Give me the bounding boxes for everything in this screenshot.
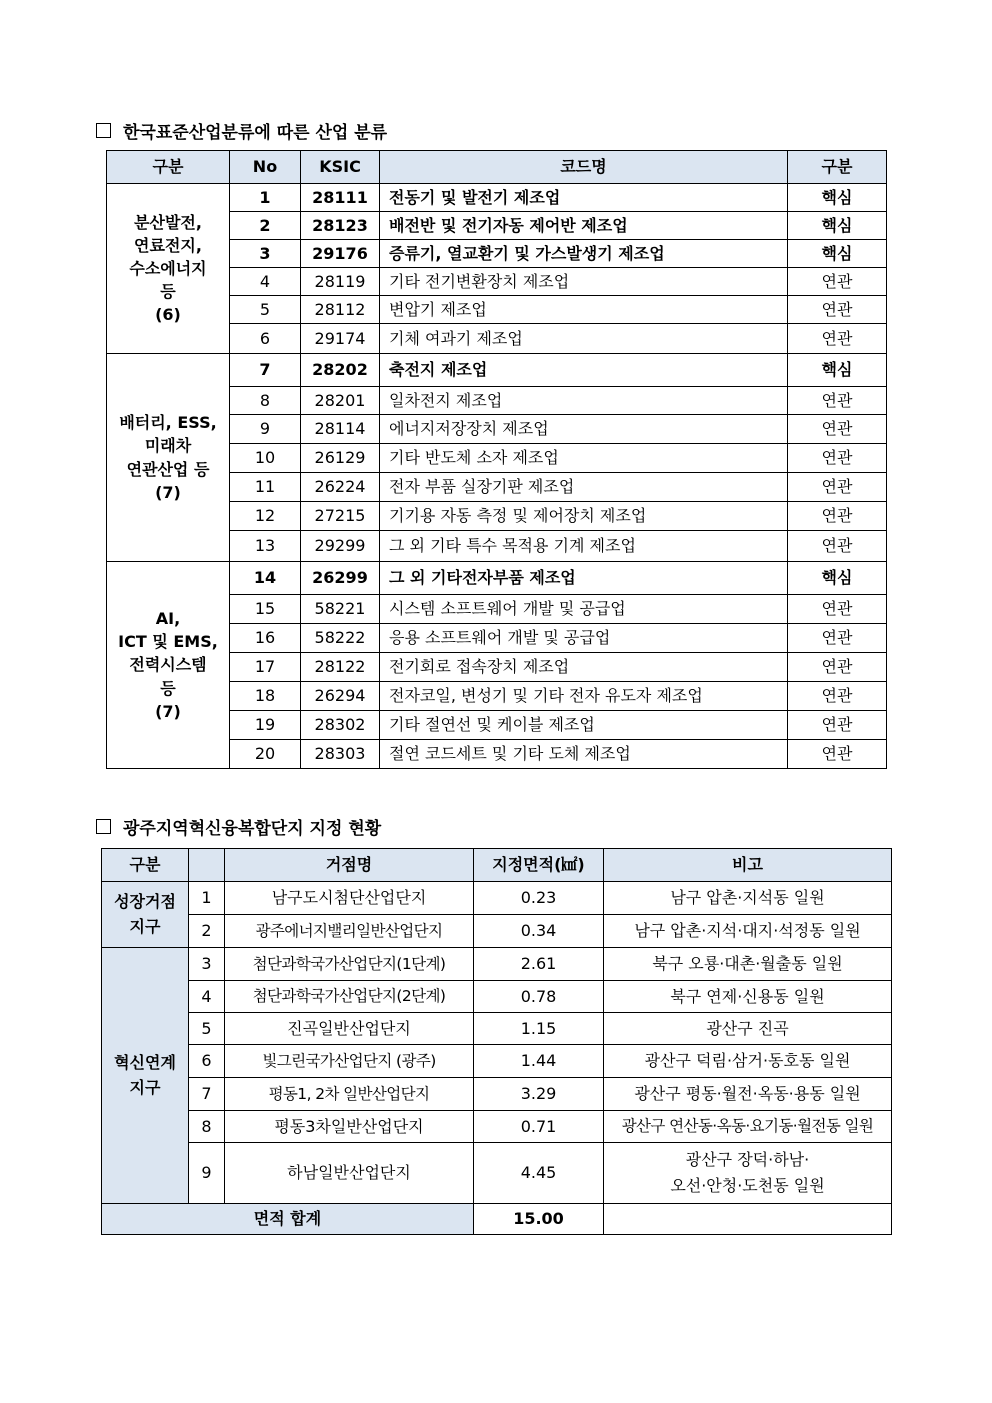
category-group-cell: AI, ICT 및 EMS, 전력시스템 등 (7) bbox=[107, 562, 230, 769]
header-note: 비고 bbox=[604, 849, 892, 882]
code-name-cell: 기타 반도체 소자 제조업 bbox=[380, 444, 788, 473]
type-cell: 연관 bbox=[788, 473, 887, 502]
ksic-cell: 26299 bbox=[301, 562, 380, 595]
no-cell: 8 bbox=[189, 1111, 225, 1143]
no-cell: 4 bbox=[189, 981, 225, 1013]
area-cell: 0.78 bbox=[474, 981, 604, 1013]
note-cell: 광산구 장덕·하남· 오선·안청·도천동 일원 bbox=[604, 1143, 892, 1204]
header-ksic: KSIC bbox=[301, 151, 380, 184]
header-category: 구분 bbox=[102, 849, 189, 882]
code-name-cell: 배전반 및 전기자동 제어반 제조업 bbox=[380, 212, 788, 240]
code-name-cell: 그 외 기타전자부품 제조업 bbox=[380, 562, 788, 595]
header-area: 지정면적(㎢) bbox=[474, 849, 604, 882]
type-cell: 핵심 bbox=[788, 212, 887, 240]
type-cell: 연관 bbox=[788, 711, 887, 740]
no-cell: 1 bbox=[230, 184, 301, 212]
header-category: 구분 bbox=[107, 151, 230, 184]
no-cell: 5 bbox=[189, 1013, 225, 1045]
area-cell: 0.23 bbox=[474, 882, 604, 915]
ksic-cell: 28201 bbox=[301, 387, 380, 415]
table-row bbox=[107, 562, 887, 595]
total-row bbox=[102, 1204, 892, 1235]
no-cell: 13 bbox=[230, 531, 301, 562]
site-name-cell: 하남일반산업단지 bbox=[225, 1143, 474, 1204]
ksic-cell: 27215 bbox=[301, 502, 380, 531]
area-cell: 1.44 bbox=[474, 1045, 604, 1078]
ksic-cell: 26294 bbox=[301, 682, 380, 711]
ksic-cell: 28302 bbox=[301, 711, 380, 740]
header-no: No bbox=[230, 151, 301, 184]
total-note-cell bbox=[604, 1204, 892, 1235]
checkbox-square-icon bbox=[96, 123, 111, 138]
code-name-cell: 절연 코드세트 및 기타 도체 제조업 bbox=[380, 740, 788, 769]
ksic-cell: 28202 bbox=[301, 354, 380, 387]
site-name-cell: 광주에너지밸리일반산업단지 bbox=[225, 915, 474, 948]
section2-title: 광주지역혁신융복합단지 지정 현황 bbox=[123, 819, 382, 839]
category-group-cell: 배터리, ESS, 미래차 연관산업 등 (7) bbox=[107, 354, 230, 562]
type-cell: 연관 bbox=[788, 415, 887, 444]
no-cell: 20 bbox=[230, 740, 301, 769]
site-name-cell: 빛그린국가산업단지 (광주) bbox=[225, 1045, 474, 1078]
no-cell: 10 bbox=[230, 444, 301, 473]
code-name-cell: 전자 부품 실장기판 제조업 bbox=[380, 473, 788, 502]
no-cell: 1 bbox=[189, 882, 225, 915]
category-group-cell: 분산발전, 연료전지, 수소에너지 등 (6) bbox=[107, 184, 230, 354]
no-cell: 4 bbox=[230, 268, 301, 296]
type-cell: 연관 bbox=[788, 268, 887, 296]
area-cell: 3.29 bbox=[474, 1078, 604, 1111]
note-cell: 남구 압촌·지석동 일원 bbox=[604, 882, 892, 915]
code-name-cell: 시스템 소프트웨어 개발 및 공급업 bbox=[380, 595, 788, 624]
no-cell: 9 bbox=[230, 415, 301, 444]
no-cell: 11 bbox=[230, 473, 301, 502]
table-row bbox=[102, 1111, 892, 1143]
header-no bbox=[189, 849, 225, 882]
no-cell: 15 bbox=[230, 595, 301, 624]
no-cell: 5 bbox=[230, 296, 301, 324]
complex-designation-table bbox=[101, 848, 892, 1235]
no-cell: 7 bbox=[189, 1078, 225, 1111]
ksic-cell: 26129 bbox=[301, 444, 380, 473]
table-row bbox=[102, 1013, 892, 1045]
ksic-cell: 28112 bbox=[301, 296, 380, 324]
type-cell: 연관 bbox=[788, 387, 887, 415]
no-cell: 14 bbox=[230, 562, 301, 595]
note-cell: 광산구 연산동·옥동·요기동·월전동 일원 bbox=[604, 1111, 892, 1143]
ksic-cell: 58221 bbox=[301, 595, 380, 624]
no-cell: 16 bbox=[230, 624, 301, 653]
type-cell: 연관 bbox=[788, 324, 887, 354]
table-row bbox=[102, 981, 892, 1013]
type-cell: 핵심 bbox=[788, 184, 887, 212]
table-row bbox=[102, 915, 892, 948]
area-cell: 0.34 bbox=[474, 915, 604, 948]
no-cell: 2 bbox=[189, 915, 225, 948]
district-group-cell: 성장거점 지구 bbox=[102, 882, 189, 948]
site-name-cell: 평동3차일반산업단지 bbox=[225, 1111, 474, 1143]
type-cell: 핵심 bbox=[788, 562, 887, 595]
type-cell: 연관 bbox=[788, 444, 887, 473]
type-cell: 핵심 bbox=[788, 240, 887, 268]
total-label-cell: 면적 합계 bbox=[102, 1204, 474, 1235]
no-cell: 3 bbox=[230, 240, 301, 268]
area-cell: 2.61 bbox=[474, 948, 604, 981]
table-header-row bbox=[107, 151, 887, 184]
no-cell: 18 bbox=[230, 682, 301, 711]
ksic-cell: 28122 bbox=[301, 653, 380, 682]
total-value-cell: 15.00 bbox=[474, 1204, 604, 1235]
note-cell: 광산구 평동·월전·옥동·용동 일원 bbox=[604, 1078, 892, 1111]
no-cell: 19 bbox=[230, 711, 301, 740]
header-site-name: 거점명 bbox=[225, 849, 474, 882]
code-name-cell: 전동기 및 발전기 제조업 bbox=[380, 184, 788, 212]
code-name-cell: 변압기 제조업 bbox=[380, 296, 788, 324]
ksic-cell: 28114 bbox=[301, 415, 380, 444]
type-cell: 연관 bbox=[788, 595, 887, 624]
type-cell: 연관 bbox=[788, 740, 887, 769]
section1-heading bbox=[96, 118, 387, 143]
type-cell: 연관 bbox=[788, 531, 887, 562]
code-name-cell: 응용 소프트웨어 개발 및 공급업 bbox=[380, 624, 788, 653]
table-row bbox=[107, 354, 887, 387]
type-cell: 연관 bbox=[788, 624, 887, 653]
site-name-cell: 평동1, 2차 일반산업단지 bbox=[225, 1078, 474, 1111]
site-name-cell: 남구도시첨단산업단지 bbox=[225, 882, 474, 915]
no-cell: 7 bbox=[230, 354, 301, 387]
no-cell: 17 bbox=[230, 653, 301, 682]
ksic-cell: 58222 bbox=[301, 624, 380, 653]
table-row bbox=[102, 948, 892, 981]
header-type: 구분 bbox=[788, 151, 887, 184]
district-group-cell: 혁신연계 지구 bbox=[102, 948, 189, 1204]
code-name-cell: 일차전지 제조업 bbox=[380, 387, 788, 415]
ksic-cell: 28119 bbox=[301, 268, 380, 296]
area-cell: 1.15 bbox=[474, 1013, 604, 1045]
header-code-name: 코드명 bbox=[380, 151, 788, 184]
no-cell: 6 bbox=[189, 1045, 225, 1078]
note-cell: 남구 압촌·지석·대지·석정동 일원 bbox=[604, 915, 892, 948]
area-cell: 4.45 bbox=[474, 1143, 604, 1204]
note-cell: 북구 연제·신용동 일원 bbox=[604, 981, 892, 1013]
industry-classification-table bbox=[106, 150, 887, 769]
section1-title: 한국표준산업분류에 따른 산업 분류 bbox=[123, 123, 388, 143]
table-row bbox=[102, 1143, 892, 1204]
type-cell: 연관 bbox=[788, 682, 887, 711]
table-row bbox=[102, 1045, 892, 1078]
checkbox-square-icon bbox=[96, 819, 111, 834]
no-cell: 3 bbox=[189, 948, 225, 981]
note-cell: 북구 오룡·대촌·월출동 일원 bbox=[604, 948, 892, 981]
note-cell: 광산구 덕림·삼거·동호동 일원 bbox=[604, 1045, 892, 1078]
type-cell: 연관 bbox=[788, 502, 887, 531]
table-row bbox=[102, 1078, 892, 1111]
ksic-cell: 29176 bbox=[301, 240, 380, 268]
table-header-row bbox=[102, 849, 892, 882]
no-cell: 2 bbox=[230, 212, 301, 240]
code-name-cell: 기타 전기변환장치 제조업 bbox=[380, 268, 788, 296]
type-cell: 연관 bbox=[788, 296, 887, 324]
table-row bbox=[102, 882, 892, 915]
ksic-cell: 29299 bbox=[301, 531, 380, 562]
code-name-cell: 전자코일, 변성기 및 기타 전자 유도자 제조업 bbox=[380, 682, 788, 711]
type-cell: 연관 bbox=[788, 653, 887, 682]
table-row bbox=[107, 184, 887, 212]
site-name-cell: 진곡일반산업단지 bbox=[225, 1013, 474, 1045]
code-name-cell: 그 외 기타 특수 목적용 기계 제조업 bbox=[380, 531, 788, 562]
site-name-cell: 첨단과학국가산업단지(2단계) bbox=[225, 981, 474, 1013]
no-cell: 12 bbox=[230, 502, 301, 531]
code-name-cell: 전기회로 접속장치 제조업 bbox=[380, 653, 788, 682]
code-name-cell: 기기용 자동 측정 및 제어장치 제조업 bbox=[380, 502, 788, 531]
no-cell: 8 bbox=[230, 387, 301, 415]
ksic-cell: 28303 bbox=[301, 740, 380, 769]
section2-heading bbox=[96, 814, 381, 839]
type-cell: 핵심 bbox=[788, 354, 887, 387]
site-name-cell: 첨단과학국가산업단지(1단계) bbox=[225, 948, 474, 981]
code-name-cell: 에너지저장장치 제조업 bbox=[380, 415, 788, 444]
code-name-cell: 기타 절연선 및 케이블 제조업 bbox=[380, 711, 788, 740]
ksic-cell: 28123 bbox=[301, 212, 380, 240]
note-cell: 광산구 진곡 bbox=[604, 1013, 892, 1045]
code-name-cell: 증류기, 열교환기 및 가스발생기 제조업 bbox=[380, 240, 788, 268]
code-name-cell: 축전지 제조업 bbox=[380, 354, 788, 387]
ksic-cell: 26224 bbox=[301, 473, 380, 502]
ksic-cell: 28111 bbox=[301, 184, 380, 212]
no-cell: 6 bbox=[230, 324, 301, 354]
area-cell: 0.71 bbox=[474, 1111, 604, 1143]
no-cell: 9 bbox=[189, 1143, 225, 1204]
code-name-cell: 기체 여과기 제조업 bbox=[380, 324, 788, 354]
ksic-cell: 29174 bbox=[301, 324, 380, 354]
